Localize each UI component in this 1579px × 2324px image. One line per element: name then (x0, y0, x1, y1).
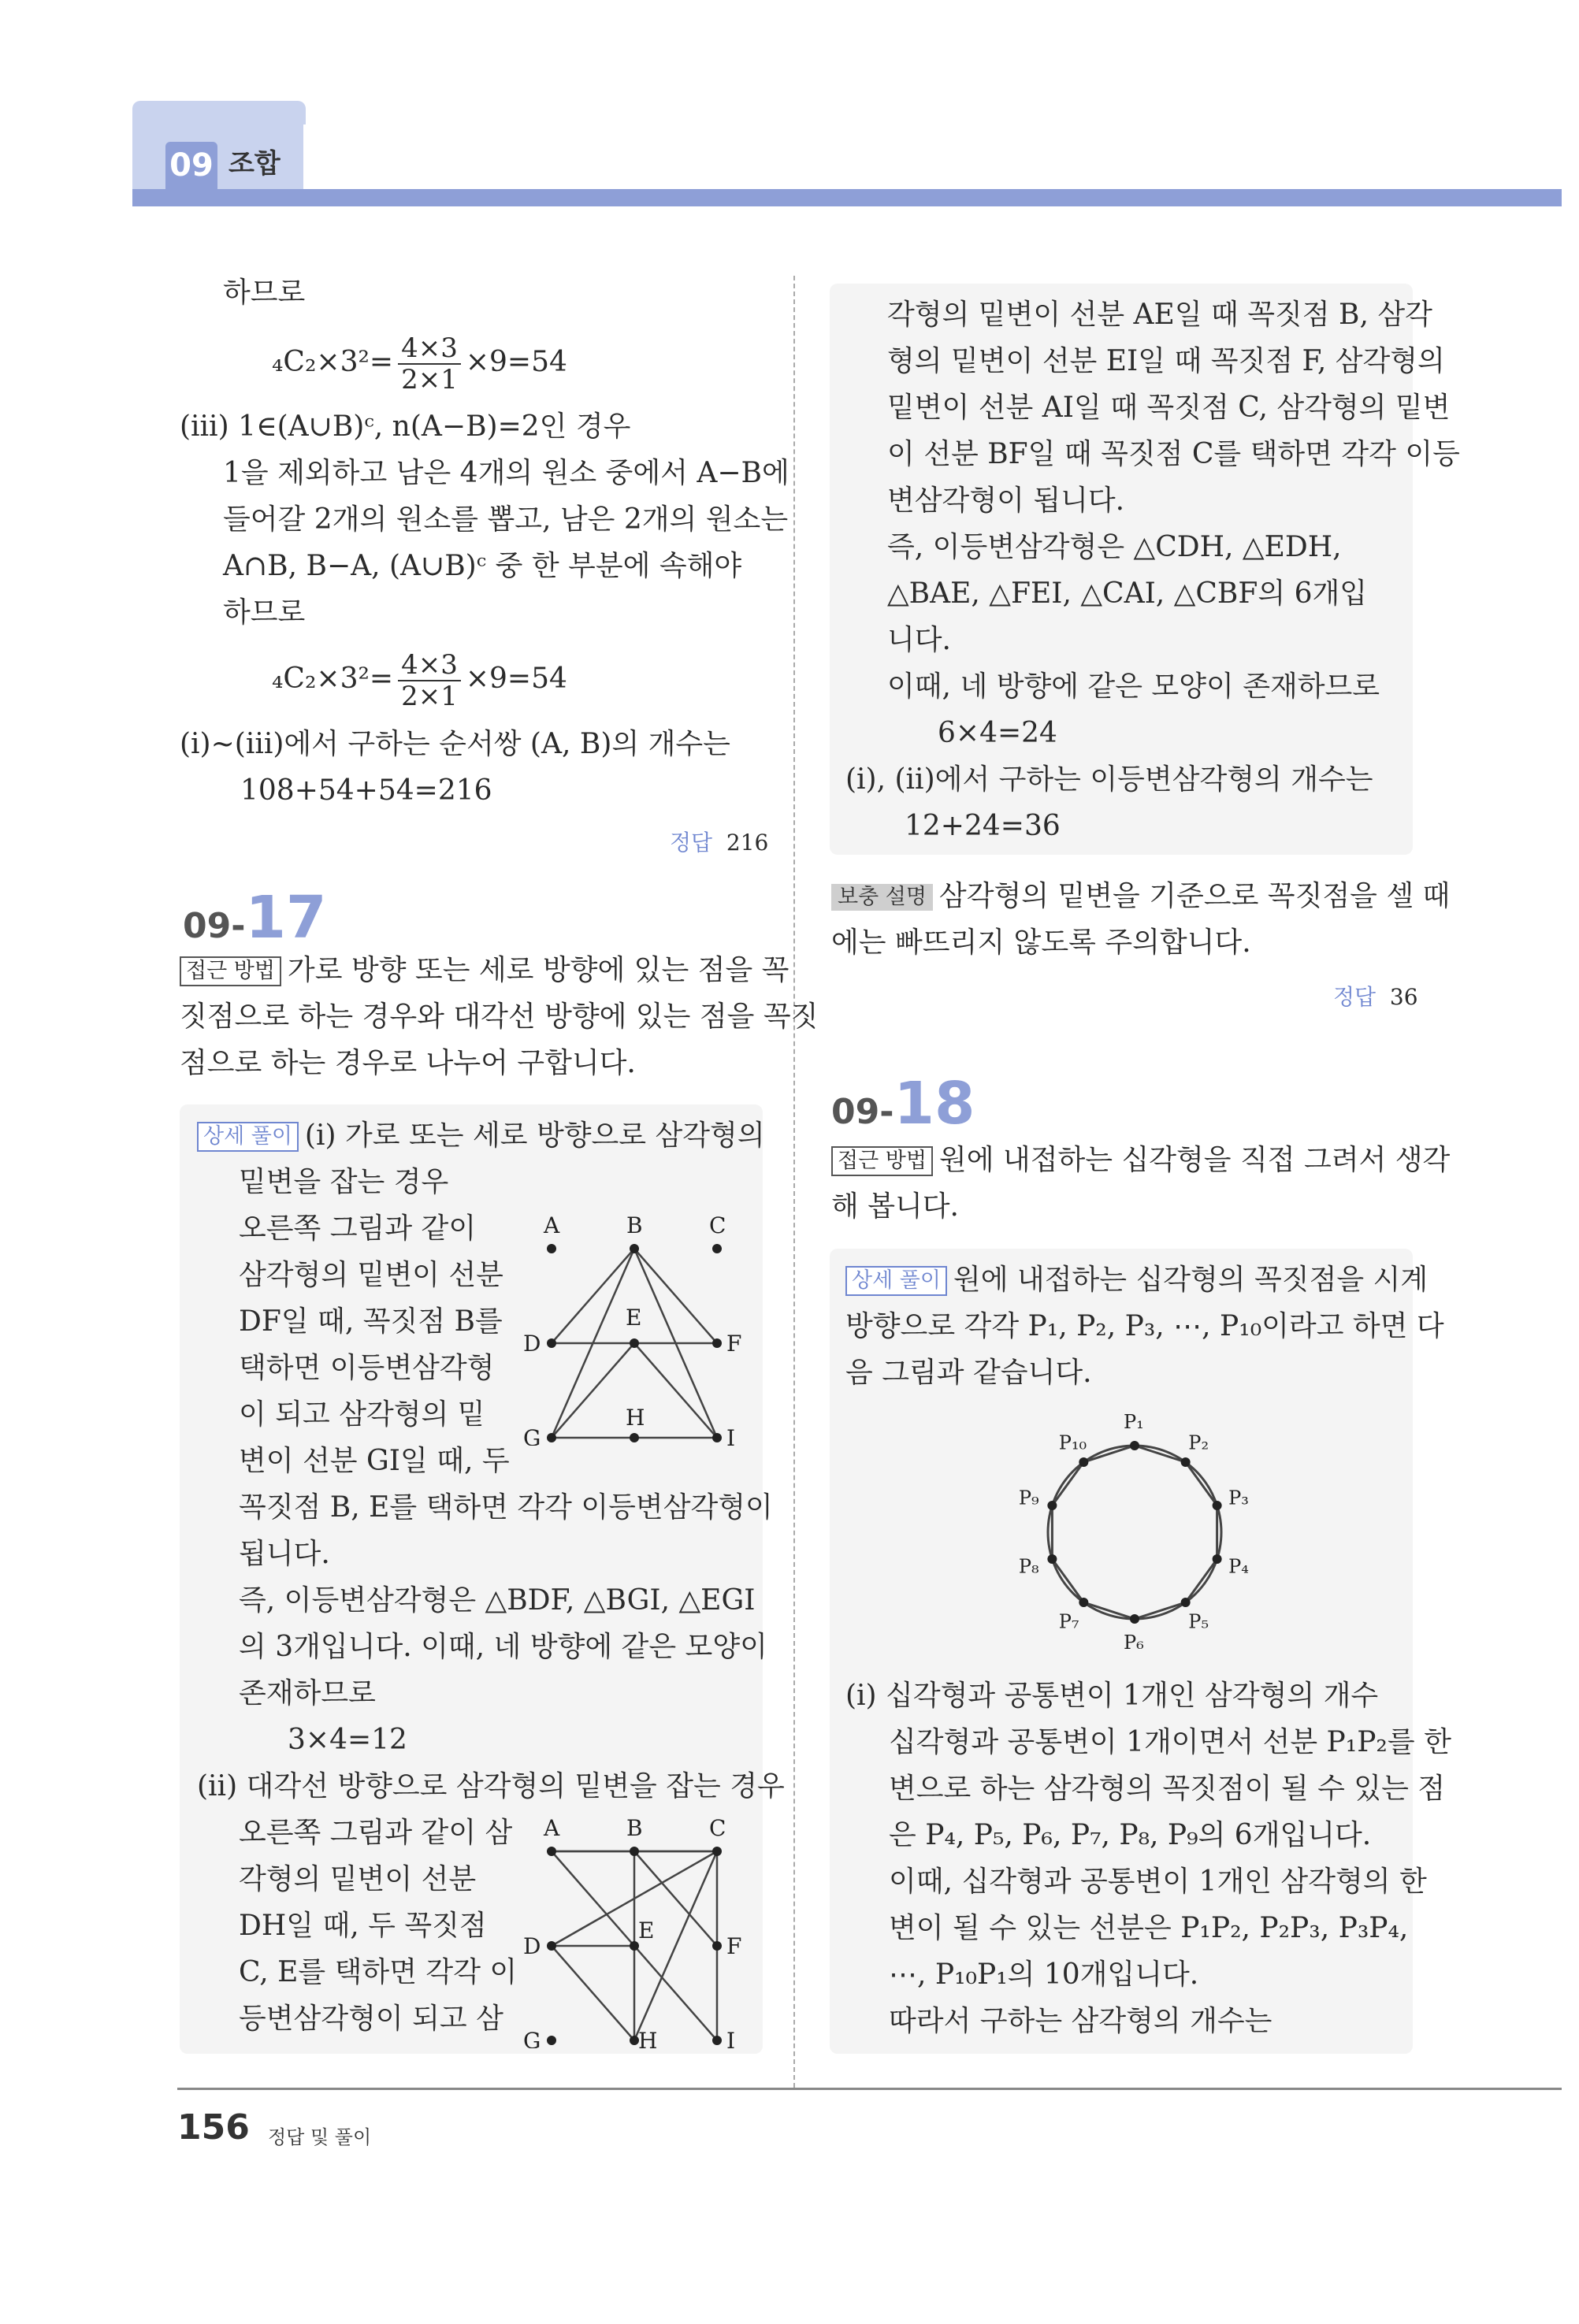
detail-text: (ⅰ) 가로 또는 세로 방향으로 삼각형의 (304, 1119, 765, 1152)
text-line: 점으로 하는 경우로 나누어 구합니다. (180, 1047, 636, 1079)
text-line: 즉, 이등변삼각형은 △BDF, △BGI, △EGI (239, 1584, 756, 1617)
decagon-vertex-p9 (1047, 1501, 1057, 1510)
text-line: 12+24=36 (905, 810, 1061, 842)
answer-216 (670, 826, 768, 857)
approach-text: 가로 방향 또는 세로 방향에 있는 점을 꼭 (287, 954, 790, 986)
text-line: 즉, 이등변삼각형은 △CDH, △EDH, (887, 531, 1342, 563)
fig1-label-B: B (626, 1212, 643, 1238)
fig1-label-F: F (726, 1331, 742, 1357)
detail-text: 원에 내접하는 십각형의 꼭짓점을 시계 (953, 1264, 1429, 1296)
text-line: 의 3개입니다. 이때, 네 방향에 같은 모양이 (239, 1631, 767, 1663)
point-label-p8: P₈ (1018, 1555, 1039, 1578)
decagon-vertex-p8 (1047, 1554, 1057, 1564)
text-line: △BAE, △FEI, △CAI, △CBF의 6개입 (887, 577, 1368, 610)
point-label-p2: P₂ (1188, 1431, 1209, 1454)
text-line: 니다. (887, 624, 951, 656)
text-line: (ⅰ)~(ⅲ)에서 구하는 순서쌍 (A, B)의 개수는 (180, 728, 730, 760)
decagon-vertex-p7 (1079, 1598, 1088, 1607)
point-label-p7: P₇ (1058, 1610, 1079, 1633)
fig2-label-I: I (726, 2028, 736, 2048)
figure-grid-2 (512, 1812, 749, 2048)
text-line: 에는 빠뜨리지 않도록 주의합니다. (831, 926, 1251, 959)
footer-rule (177, 2088, 1562, 2090)
formula-right: ×9=54 (465, 346, 567, 378)
point-label-p9: P₉ (1018, 1487, 1039, 1509)
text-line: 등변삼각형이 되고 삼 (239, 2003, 503, 2035)
fig2-label-B: B (626, 1815, 643, 1841)
text-line: 형의 밑변이 선분 EI일 때 꼭짓점 F, 삼각형의 (887, 345, 1445, 377)
supplement-line (831, 881, 1450, 912)
detail-tag: 상세 풀이 (845, 1266, 947, 1296)
text-line: A∩B, B−A, (A∪B)ᶜ 중 한 부분에 속해야 (223, 550, 742, 582)
chapter-number: 09 (165, 142, 217, 189)
text-line: 6×4=24 (938, 717, 1057, 749)
text-line: 각형의 밑변이 선분 (239, 1863, 477, 1895)
text-line: C, E를 택하면 각각 이 (239, 1956, 518, 1988)
fig1-label-H: H (626, 1405, 645, 1431)
text-line: 됩니다. (239, 1538, 330, 1570)
text-line: ⋯, P₁₀P₁의 10개입니다. (889, 1958, 1199, 1991)
chapter-title: 조합 (228, 148, 281, 180)
detail-tag: 상세 풀이 (197, 1122, 299, 1152)
problem-prefix: 09- (183, 906, 246, 946)
problem-num: 17 (245, 884, 327, 952)
point-label-p1: P₁ (1124, 1411, 1144, 1433)
text-line: 오른쪽 그림과 같이 삼 (239, 1817, 513, 1849)
approach-tag: 접근 방법 (180, 956, 281, 986)
text-line: 짓점으로 하는 경우와 대각선 방향에 있는 점을 꼭짓 (180, 1001, 819, 1033)
text-line: 존재하므로 (239, 1677, 376, 1710)
header-rule (132, 189, 1562, 206)
fraction (398, 333, 461, 395)
decagon-vertex-p1 (1130, 1441, 1139, 1450)
text-line: 밑변이 선분 AI일 때 꼭짓점 C, 삼각형의 밑변 (887, 392, 1451, 424)
text-line: (ⅰ) 십각형과 공통변이 1개인 삼각형의 개수 (845, 1680, 1379, 1712)
supplement-text: 삼각형의 밑변을 기준으로 꼭짓점을 셀 때 (938, 880, 1451, 912)
text-line: 3×4=12 (288, 1724, 407, 1756)
text-line: (ⅲ) 1∈(A∪B)ᶜ, n(A−B)=2인 경우 (180, 410, 631, 443)
text-line: DF일 때, 꼭짓점 B를 (239, 1305, 503, 1338)
decagon-vertex-p2 (1181, 1457, 1191, 1467)
fig2-label-H: H (638, 2028, 658, 2048)
approach-tag: 접근 방법 (831, 1146, 933, 1176)
answer-value: 216 (726, 830, 769, 856)
decagon-vertex-p3 (1213, 1501, 1222, 1510)
text-line: DH일 때, 두 꼭짓점 (239, 1910, 487, 1942)
text-line: 하므로 (223, 596, 306, 629)
fig1-label-A: A (544, 1212, 560, 1238)
text-line: 변으로 하는 삼각형의 꼭짓점이 될 수 있는 점 (889, 1773, 1446, 1805)
fig1-label-D: D (523, 1331, 541, 1357)
text-line: 하므로 (223, 277, 306, 309)
point-label-p3: P₃ (1228, 1487, 1249, 1509)
answer-label: 정답 (1333, 984, 1377, 1010)
answer-value: 36 (1389, 984, 1418, 1010)
text-line: (ⅱ) 대각선 방향으로 삼각형의 밑변을 잡는 경우 (197, 1770, 785, 1802)
fraction-numerator: 4×3 (398, 333, 461, 365)
header-notch (303, 124, 310, 189)
text-line: 변삼각형이 됩니다. (887, 484, 1125, 517)
formula-line (272, 648, 567, 711)
text-line: 이때, 십각형과 공통변이 1개인 삼각형의 한 (889, 1866, 1427, 1898)
approach-text: 원에 내접하는 십각형을 직접 그려서 생각 (938, 1144, 1451, 1176)
page-number: 156 (177, 2107, 250, 2148)
figure-grid-1 (512, 1209, 749, 1446)
text-line: 십각형과 공통변이 1개이면서 선분 P₁P₂를 한 (889, 1726, 1451, 1758)
text-line: 이 되고 삼각형의 밑 (239, 1398, 485, 1431)
problem-number-18 (831, 1070, 975, 1138)
approach-line (831, 1145, 1450, 1176)
decagon-figure (993, 1402, 1276, 1662)
text-line: 들어갈 2개의 원소를 뽑고, 남은 2개의 원소는 (223, 503, 789, 536)
text-line: (ⅰ), (ⅱ)에서 구하는 이등변삼각형의 개수는 (845, 763, 1373, 796)
fig1-label-C: C (709, 1212, 726, 1238)
text-line: 삼각형의 밑변이 선분 (239, 1259, 503, 1291)
text-line: 은 P₄, P₅, P₆, P₇, P₈, P₉의 6개입니다. (889, 1819, 1372, 1851)
fig1-label-E: E (626, 1305, 642, 1331)
text-line: 택하면 이등변삼각형 (239, 1352, 495, 1384)
point-label-p6: P₆ (1124, 1632, 1144, 1654)
text-line: 이때, 네 방향에 같은 모양이 존재하므로 (887, 670, 1380, 703)
text-line: 방향으로 각각 P₁, P₂, P₃, ⋯, P₁₀이라고 하면 다 (845, 1310, 1444, 1342)
fraction (398, 650, 461, 711)
footer-label: 정답 및 풀이 (268, 2126, 372, 2148)
decagon (1052, 1446, 1217, 1619)
text-line: 밑변을 잡는 경우 (239, 1166, 449, 1198)
formula-left: ₄C₂×3²= (272, 346, 394, 378)
decagon-vertex-p5 (1181, 1598, 1191, 1607)
decagon-vertex-p10 (1079, 1457, 1088, 1467)
problem-number-17 (183, 884, 326, 952)
fig1-label-G: G (523, 1425, 541, 1446)
approach-line (180, 955, 789, 986)
point-label-p5: P₅ (1188, 1610, 1209, 1633)
formula-right: ×9=54 (465, 663, 567, 695)
detail-line (845, 1264, 1428, 1296)
decagon-vertex-p6 (1130, 1614, 1139, 1624)
fig2-label-A: A (544, 1815, 560, 1841)
answer-36 (1333, 980, 1418, 1012)
text-line: 108+54+54=216 (240, 774, 492, 807)
text-line: 해 봅니다. (831, 1190, 959, 1223)
supplement-tag: 보충 설명 (831, 884, 933, 911)
text-line: 이 선분 BF일 때 꼭짓점 C를 택하면 각각 이등 (887, 438, 1460, 470)
decagon-vertex-p4 (1213, 1554, 1222, 1564)
fig2-label-F: F (726, 1933, 742, 1959)
fraction-denominator: 2×1 (401, 681, 458, 712)
fig2-label-G: G (523, 2028, 541, 2048)
circumcircle (1048, 1446, 1221, 1619)
text-line: 오른쪽 그림과 같이 (239, 1212, 477, 1245)
text-line: 음 그림과 같습니다. (845, 1357, 1092, 1389)
problem-num: 18 (894, 1070, 975, 1138)
text-line: 각형의 밑변이 선분 AE일 때 꼭짓점 B, 삼각 (887, 299, 1432, 331)
point-label-p4: P₄ (1228, 1555, 1249, 1578)
fraction-denominator: 2×1 (401, 364, 458, 395)
problem-prefix: 09- (831, 1092, 894, 1132)
text-line: 꼭짓점 B, E를 택하면 각각 이등변삼각형이 (239, 1491, 773, 1524)
formula-left: ₄C₂×3²= (272, 663, 394, 695)
answer-label: 정답 (670, 830, 713, 856)
point-label-p10: P₁₀ (1058, 1431, 1087, 1454)
detail-line (197, 1120, 765, 1152)
text-line: 1을 제외하고 남은 4개의 원소 중에서 A−B에 (223, 457, 790, 489)
fig2-label-E: E (638, 1917, 655, 1943)
formula-line (272, 331, 567, 395)
fraction-numerator: 4×3 (398, 650, 461, 681)
text-line: 따라서 구하는 삼각형의 개수는 (889, 2005, 1272, 2037)
text-line: 변이 될 수 있는 선분은 P₁P₂, P₂P₃, P₃P₄, (889, 1912, 1409, 1944)
text-line: 변이 선분 GI일 때, 두 (239, 1445, 510, 1477)
fig1-label-I: I (726, 1425, 736, 1446)
fig2-label-C: C (709, 1815, 726, 1841)
column-divider (793, 276, 795, 2088)
fig2-label-D: D (523, 1933, 541, 1959)
